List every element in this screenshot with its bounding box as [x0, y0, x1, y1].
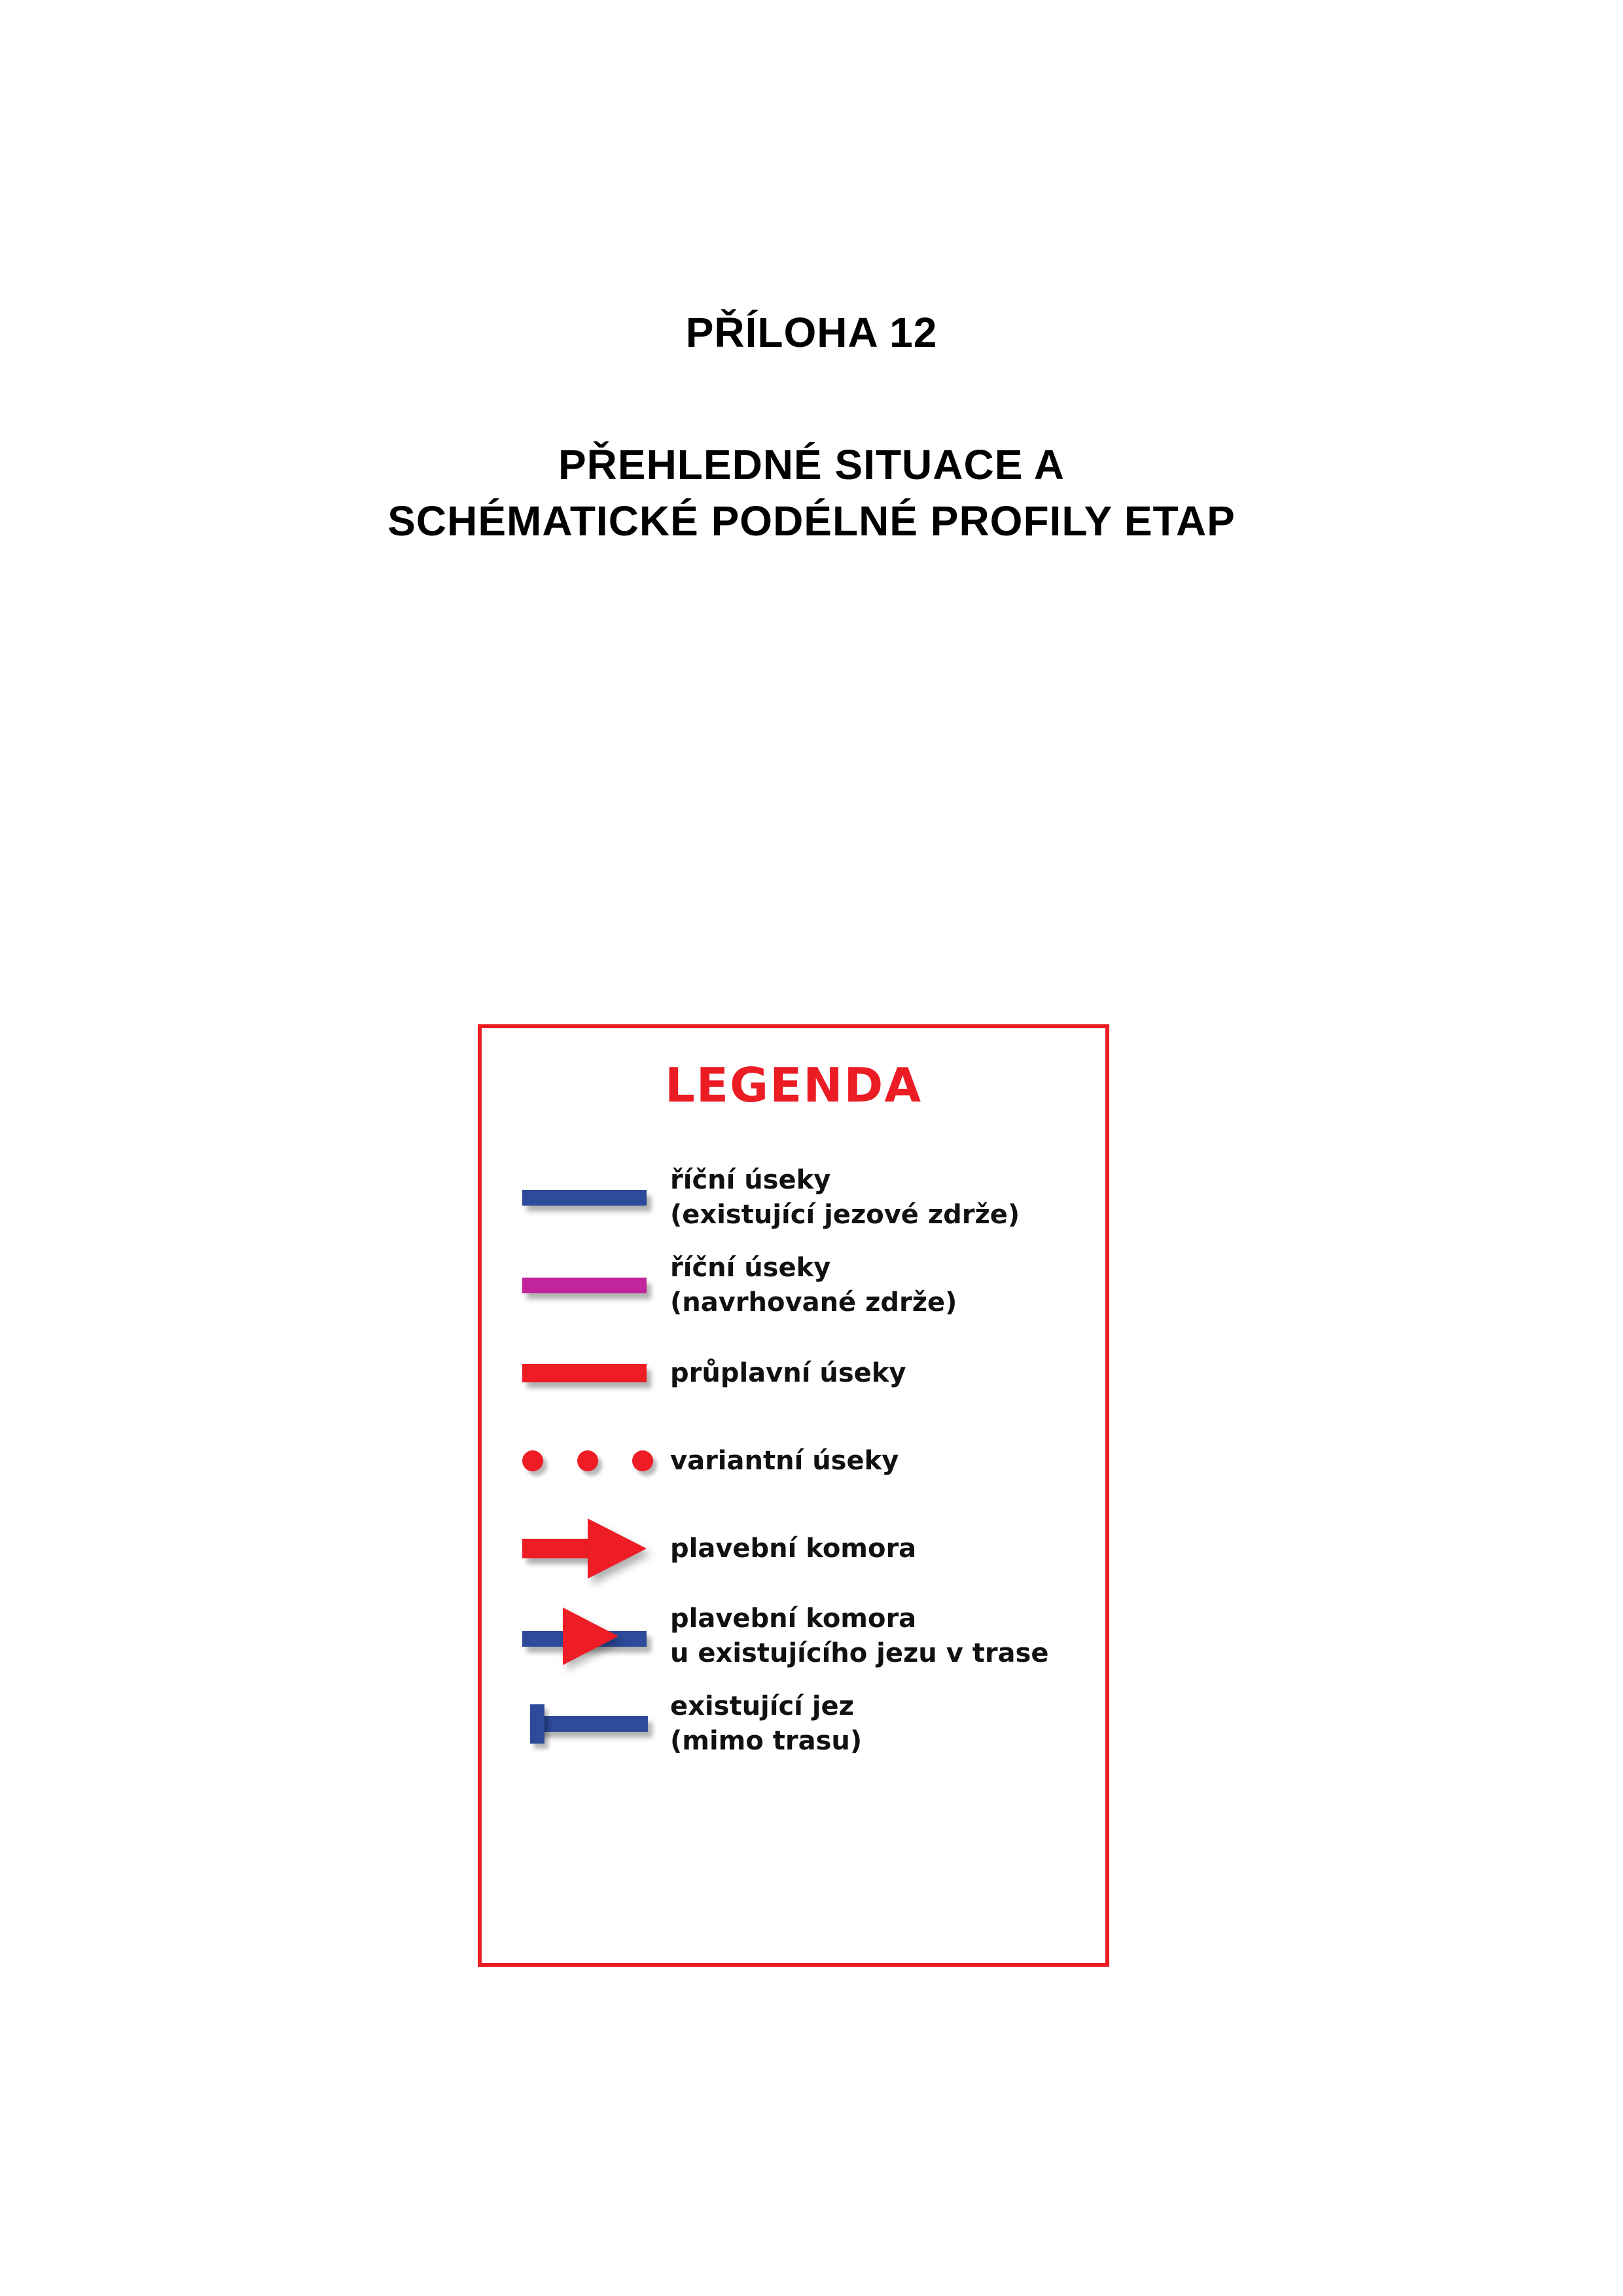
legend-item-label [666, 1602, 1048, 1671]
legend-item-label-line-1: říční úseky [670, 1165, 831, 1196]
legend-item [516, 1158, 1105, 1237]
legend-list [482, 1158, 1105, 1763]
red-arrow-on-blue-weir-icon [516, 1600, 666, 1672]
red-dots-icon [516, 1425, 666, 1497]
legend-item-label [666, 1163, 1020, 1232]
legend-item-label-line-2: (mimo trasu) [670, 1726, 863, 1756]
legend-item-label [666, 1689, 862, 1759]
legend-item-label-line-2: (navrhované zdrže) [670, 1287, 957, 1318]
document-title-line-2: SCHÉMATICKÉ PODÉLNÉ PROFILY ETAP [387, 497, 1236, 545]
legend-item-label [666, 1356, 906, 1391]
legend-item-label [666, 1444, 899, 1479]
legend-item-label-line-1: variantní úseky [670, 1445, 899, 1476]
legend-item-label [666, 1251, 957, 1320]
document-title [0, 437, 1623, 550]
legend-heading: LEGENDA [664, 1058, 923, 1113]
legend-item-label-line-1: říční úseky [670, 1253, 831, 1283]
blue-bar-icon [516, 1162, 666, 1234]
legend-item [516, 1334, 1105, 1412]
legend-item [516, 1509, 1105, 1588]
legend-box [478, 1024, 1109, 1967]
legend-item [516, 1685, 1105, 1763]
document-title-line-1: PŘEHLEDNÉ SITUACE A [558, 440, 1065, 488]
legend-item-label-line-2: u existujícího jezu v trase [670, 1638, 1049, 1668]
legend-item [516, 1597, 1105, 1676]
red-bar-icon [516, 1337, 666, 1409]
legend-item [516, 1246, 1105, 1325]
legend-item [516, 1422, 1105, 1500]
legend-item-label-line-1: průplavní úseky [670, 1357, 906, 1388]
legend-item-label-line-1: plavební komora [670, 1533, 917, 1564]
magenta-bar-icon [516, 1249, 666, 1321]
red-arrow-lock-icon [516, 1513, 666, 1585]
blue-weir-offline-icon [516, 1688, 666, 1760]
legend-item-label-line-1: existující jez [670, 1691, 854, 1722]
title-block [0, 308, 1623, 550]
legend-item-label [666, 1532, 916, 1566]
legend-item-label-line-2: (existující jezové zdrže) [670, 1200, 1020, 1230]
appendix-title: PŘÍLOHA 12 [685, 309, 938, 356]
legend-item-label-line-1: plavební komora [670, 1604, 917, 1634]
